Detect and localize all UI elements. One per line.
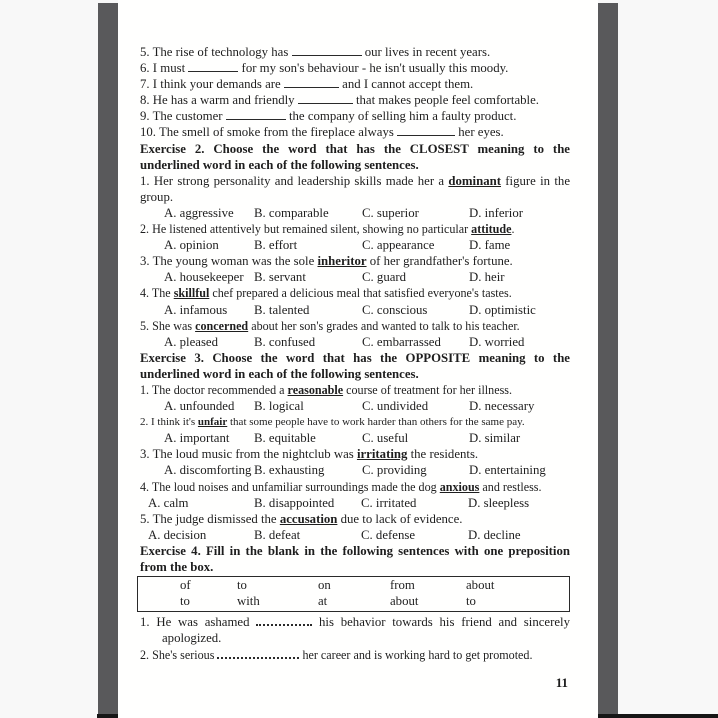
text-run: our lives in recent years. — [361, 45, 491, 59]
blank-line — [292, 44, 362, 56]
text-run: 2. She's serious — [140, 647, 218, 662]
text-run: figure in the group. — [140, 173, 570, 204]
question-item — [140, 76, 570, 92]
option: A. aggressive — [164, 205, 234, 220]
text-run: 3. The loud music from the nightclub was — [140, 447, 357, 462]
blank-line — [284, 76, 339, 88]
options-row — [164, 302, 570, 318]
question-item — [140, 511, 570, 527]
blank-line — [226, 108, 286, 120]
question-item — [140, 479, 570, 495]
text-run: 10. The smell of smoke from the fireplace always — [140, 125, 398, 140]
options-row — [164, 462, 570, 478]
text-run: that some people have to work harder than others for the same pay. — [227, 416, 525, 429]
option: A. decision — [148, 527, 207, 542]
text-run: his behavior towards his friend and sincerely apologized. — [162, 614, 570, 645]
options-row — [164, 334, 570, 350]
underlined-word: dominant — [448, 173, 501, 188]
option: C. useful — [362, 431, 409, 446]
text-run: course of treatment for her illness. — [343, 382, 513, 397]
option: D. entertaining — [469, 463, 546, 478]
option: A. important — [164, 431, 230, 446]
exercise-heading — [140, 543, 570, 575]
option: C. undivided — [362, 399, 429, 414]
option: C. appearance — [362, 238, 435, 253]
text-run: that makes people feel comfortable. — [352, 93, 539, 108]
option: B. disappointed — [254, 495, 335, 510]
question-item — [140, 124, 570, 140]
underlined-word: inheritor — [317, 254, 367, 269]
question-item — [140, 108, 570, 124]
text-run: and restless. — [479, 479, 542, 494]
text-run: about her son's grades and wanted to talk to his teacher. — [248, 318, 520, 333]
option: C. embarrassed — [362, 334, 441, 349]
underlined-word: skillful — [173, 286, 210, 301]
question-item — [140, 44, 570, 60]
option: B. equitable — [254, 431, 316, 446]
option: C. providing — [362, 463, 427, 478]
option: D. similar — [469, 431, 521, 446]
question-item — [140, 382, 570, 398]
option: D. necessary — [469, 399, 535, 414]
option: C. defense — [361, 527, 416, 542]
option: B. logical — [254, 399, 304, 414]
exercise-heading — [140, 141, 570, 173]
text-run: 5. The rise of technology has — [140, 45, 292, 59]
preposition-box — [137, 576, 570, 612]
option: B. servant — [254, 270, 306, 285]
option: A. calm — [148, 495, 189, 510]
option: A. infamous — [164, 302, 228, 317]
text-run: her eyes. — [455, 125, 504, 140]
options-row — [164, 269, 570, 285]
preposition: of — [180, 578, 191, 593]
exercise-heading — [140, 350, 570, 382]
left-book-edge — [98, 3, 118, 715]
text-run: for my son's behaviour - he isn't usually this moody. — [238, 61, 509, 76]
question-item — [140, 318, 570, 334]
blank-line — [256, 613, 312, 626]
text-run: of her grandfather's fortune. — [366, 254, 513, 269]
text-run: Exercise 4. Fill in the blank in the following sentences with one preposition from the box. — [140, 543, 570, 574]
page-number: 11 — [555, 675, 568, 690]
text-run: chef prepared a delicious meal that satisfied everyone's tastes. — [209, 286, 512, 301]
underlined-word: attitude — [471, 222, 512, 237]
options-row — [164, 205, 570, 221]
text-run: . — [511, 222, 515, 237]
options-row — [164, 430, 570, 446]
question-item — [140, 613, 570, 646]
question-item — [140, 285, 570, 301]
text-run: 9. The customer — [140, 109, 226, 124]
option: D. sleepless — [468, 495, 530, 510]
question-item — [140, 60, 570, 76]
question-item — [140, 253, 570, 269]
underlined-word: concerned — [195, 318, 249, 333]
question-item — [140, 446, 570, 462]
option: D. heir — [469, 270, 505, 285]
question-item — [140, 92, 570, 108]
document-page — [118, 0, 598, 718]
preposition-row — [138, 594, 569, 610]
option: A. opinion — [164, 238, 219, 253]
preposition: to — [237, 578, 247, 593]
option: A. unfounded — [164, 399, 235, 414]
text-run: 4. The loud noises and unfamiliar surroundings made the dog — [140, 479, 440, 494]
option: D. fame — [469, 238, 511, 253]
question-item — [140, 414, 570, 430]
text-run: Exercise 3. Choose the word that has the OPPOSITE meaning to the underlined word in each of the following sentences. — [140, 350, 570, 381]
option: D. optimistic — [469, 302, 536, 317]
options-row — [164, 237, 570, 253]
preposition: to — [466, 593, 476, 608]
option: A. housekeeper — [164, 270, 244, 285]
option: B. confused — [254, 334, 316, 349]
option: A. discomforting — [164, 463, 252, 478]
text-run: 2. He listened attentively but remained silent, showing no particular — [140, 222, 472, 237]
option: B. comparable — [254, 205, 329, 220]
underlined-word: accusation — [279, 511, 338, 526]
text-run: 5. She was — [140, 318, 196, 333]
right-book-edge — [598, 3, 618, 715]
preposition: on — [318, 578, 331, 593]
document-content — [140, 44, 570, 663]
option: C. superior — [362, 205, 419, 220]
text-run: and I cannot accept them. — [338, 77, 474, 92]
option: B. talented — [254, 302, 310, 317]
text-run: 6. I must — [140, 61, 189, 76]
preposition-row — [138, 578, 569, 594]
text-run: Exercise 2. Choose the word that has the CLOSEST meaning to the underlined word in each of the following sentences. — [140, 141, 570, 172]
blank-line — [188, 60, 238, 72]
option: B. exhausting — [254, 463, 325, 478]
option: B. defeat — [254, 527, 301, 542]
text-run: 1. He was ashamed — [140, 614, 257, 629]
text-run: 1. Her strong personality and leadership skills made her a — [140, 173, 449, 188]
preposition: about — [390, 593, 419, 608]
text-run: 4. The — [140, 286, 174, 301]
underlined-word: unfair — [197, 416, 228, 429]
text-run: 2. I think it's — [140, 416, 198, 429]
option: A. pleased — [164, 334, 219, 349]
options-row — [148, 527, 570, 543]
option: C. guard — [362, 270, 407, 285]
text-run: the residents. — [407, 447, 479, 462]
preposition: with — [237, 593, 260, 608]
text-run: 8. He has a warm and friendly — [140, 93, 298, 108]
option: C. irritated — [361, 495, 417, 510]
options-row — [164, 398, 570, 414]
preposition: at — [318, 593, 328, 608]
blank-line — [298, 92, 353, 104]
text-run: 1. The doctor recommended a — [140, 382, 288, 397]
question-item — [140, 221, 570, 237]
preposition: to — [180, 593, 190, 608]
text-run: 7. I think your demands are — [140, 77, 284, 92]
text-run: her career and is working hard to get promoted. — [299, 647, 533, 662]
text-run: 3. The young woman was the sole — [140, 254, 318, 269]
text-run: the company of selling him a faulty product. — [285, 109, 517, 124]
option: D. decline — [468, 527, 521, 542]
text-run: 5. The judge dismissed the — [140, 511, 280, 526]
question-item — [140, 173, 570, 205]
option: C. conscious — [362, 302, 428, 317]
underlined-word: irritating — [356, 447, 408, 462]
blank-line — [397, 124, 455, 136]
underlined-word: anxious — [439, 479, 480, 494]
text-run: due to lack of evidence. — [337, 511, 463, 526]
option: D. worried — [469, 334, 525, 349]
blank-line — [217, 646, 299, 659]
option: D. inferior — [469, 205, 524, 220]
preposition: about — [466, 578, 495, 593]
underlined-word: reasonable — [287, 382, 344, 397]
preposition: from — [390, 578, 415, 593]
options-row — [148, 495, 570, 511]
question-item — [140, 646, 570, 663]
option: B. effort — [254, 238, 298, 253]
